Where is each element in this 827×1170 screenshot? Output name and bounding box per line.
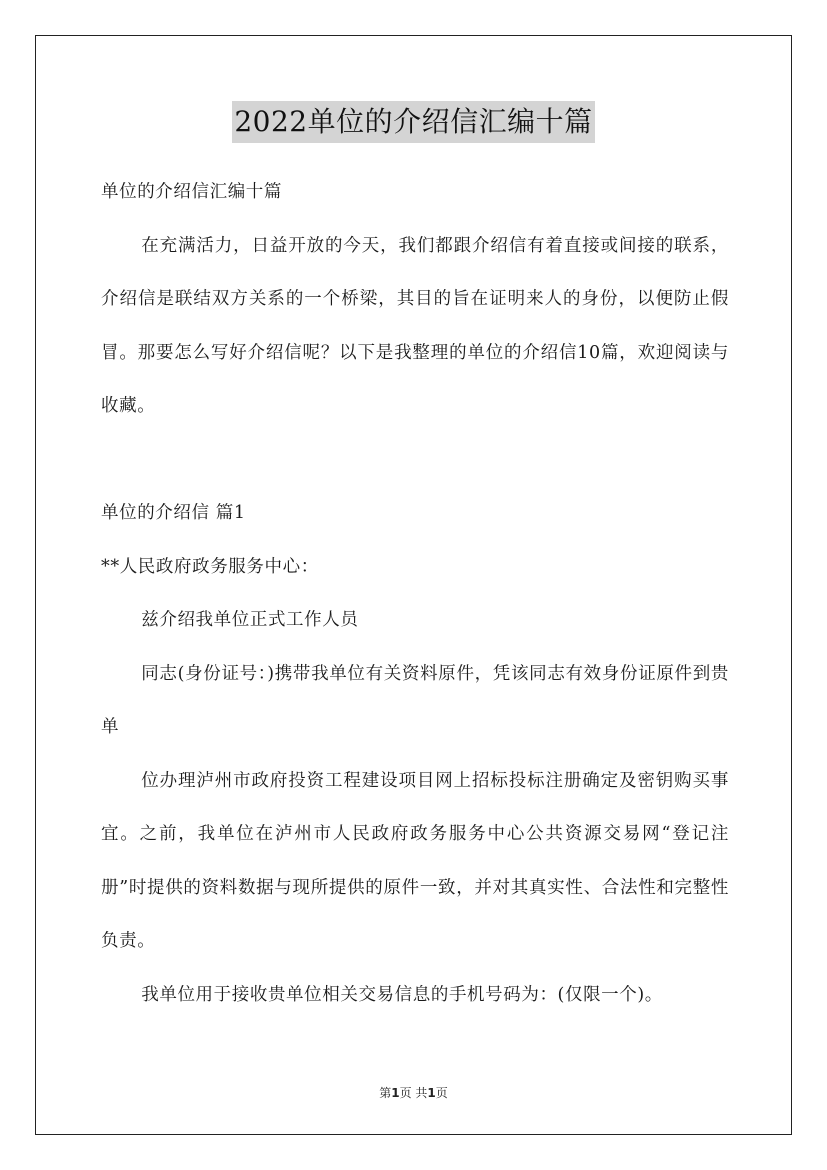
page-footer xyxy=(0,1084,827,1101)
footer-page-total: 1 xyxy=(427,1086,436,1100)
document-subtitle: 单位的介绍信汇编十篇 xyxy=(101,182,282,202)
body-paragraph: 位办理泸州市政府投资工程建设项目网上招标投标注册确定及密钥购买事宜。之前，我单位在泸州市人民政府政务服务中心公共资源交易网“登记注册”时提供的资料数据与现所提供的原件一致，并对其真实性、合法性和完整性负责。 xyxy=(101,770,729,951)
footer-page-suffix: 页 xyxy=(435,1086,448,1100)
footer-page-mid: 页 共 xyxy=(399,1086,428,1100)
document-body xyxy=(101,166,729,1022)
recipient-line: **人民政府政务服务中心： xyxy=(101,556,319,577)
footer-page-prefix: 第 xyxy=(379,1086,392,1100)
footer-page-current: 1 xyxy=(391,1086,400,1100)
body-paragraph: 兹介绍我单位正式工作人员 xyxy=(141,610,359,630)
title-container xyxy=(0,101,827,143)
blank-line xyxy=(101,434,729,488)
section-heading: 单位的介绍信 篇1 xyxy=(101,503,246,523)
document-title: 2022单位的介绍信汇编十篇 xyxy=(232,101,594,143)
body-paragraph: 同志(身份证号：)携带我单位有关资料原件，凭该同志有效身份证原件到贵单 xyxy=(101,663,729,737)
intro-paragraph: 在充满活力，日益开放的今天，我们都跟介绍信有着直接或间接的联系，介绍信是联结双方关系的一个桥梁，其目的旨在证明来人的身份，以便防止假冒。那要怎么写好介绍信呢？以下是我整理的单位的介绍信10篇，欢迎阅读与收藏。 xyxy=(101,235,729,416)
body-paragraph: 我单位用于接收贵单位相关交易信息的手机号码为：(仅限一个)。 xyxy=(141,984,663,1005)
